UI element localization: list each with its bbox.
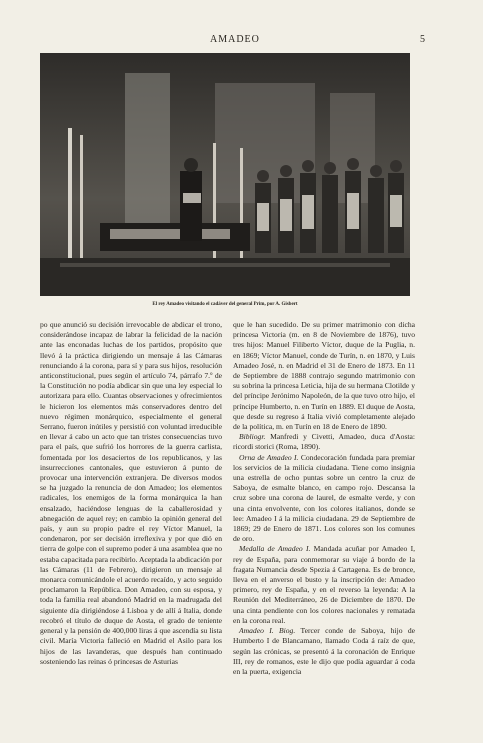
entry-title: Orna de Amadeo I. — [239, 452, 299, 462]
entry-text: Manfredi y Civetti, Amadeo, duca d'Aosta: ricordi storici (Roma, 1890). — [233, 432, 415, 452]
entry-bibliography — [233, 432, 415, 452]
entry-title: Bibliogr. — [239, 432, 266, 442]
entry-order — [233, 453, 415, 545]
entry-title: Amadeo I. Biog. — [239, 626, 296, 636]
entry-text: Mandada acuñar por Amadeo I, rey de España, para conmemorar su viaje á bordo de la fragata Numancia desde Spezia á Cartagena. Es de bronce, lleva en el anverso el busto y la inscripción de: Amadeo primero, rey de España, y en el reverso la leyenda: A la Reunión del Mediterráneo, 26 de Diciembre de 1870. De una cinta pendiente con los colores nacionales y rematada en la corona real. — [233, 544, 415, 625]
figure-caption: El rey Amadeo visitando el cadáver del general Prim, por A. Gisbert — [152, 302, 298, 307]
running-head: AMADEO — [210, 34, 260, 45]
entry-medal — [233, 544, 415, 626]
engraving-illustration — [40, 53, 410, 296]
entry-title: Medalla de Amadeo I. — [239, 544, 311, 554]
entry-text: Condecoración fundada para premiar los servicios de la milicia ciudadana. Tiene como insignia una estrella de ocho puntas sobre un centro la cruz de Saboya, de esmalte blanco, en campo rojo. Descansa la cruz sobre una corona de laurel, de esmalte verde, y con una cinta envolvente, con los colores italianos, donde se lee: Amadeo I á la milicia ciudadana. 29 de Septiembre de 1869; 29 de Enero de 1871. Los colores son los comunes de oro. — [233, 452, 415, 544]
left-column — [40, 320, 222, 720]
right-column — [233, 320, 415, 720]
left-column-text: po que anunció su decisión irrevocable de abdicar el trono, considerándose incapaz de labrar la felicidad de la nación ante las enconadas luchas de los partidos, propósito que llevó á la práctica dirigiendo un mensaje á las Cámaras renunciando á la corona, para sí y para sus hijos, resolución anticonstitucional, pues según el artículo 74, párrafo 7.º de la Constitución no podía abdicar sin que una ley especial lo autorizara para ello. Cuantas observaciones y ofrecimientos le hicieron los elementos más conservadores dentro del nuevo régimen monárquico, especialmente el general Serrano, fueron inútiles y persistió con voluntad irreducible en llevar á cabo un acto que tan tristes consecuencias tuvo para el país, que sufrió los horrores de la guerra carlista, fomentada por los desaciertos de los republicanos, y las insurrecciones cantonales, que estuvieron á punto de provocar una intervención extranjera. De diversos modos se ha juzgado la renuncia de don Amadeo; los elementos radicales, los enemigos de la forma monárquica la han ensalzado, haciéndose lenguas de la caballerosidad y abnegación de aquel rey; en cambio la opinión general del país, y aun su propio padre el rey Víctor Manuel, la condenaron, por ser decisión irreflexiva y por que dió en tierra de golpe con el supremo poder á una asamblea que no estaba capacitada para recibirlo. Aceptada la abdicación por las Cámaras (11 de Febrero), dirigieron un mensaje al monarca comunicándole el acuerdo recaído, y acto seguido proclamaron la República. Don Amadeo, con su esposa, y toda la familia real abandonó Madrid en la madrugada del siguiente día dirigiéndose á Lisboa y de allí á Italia, donde recobró el título de duque de Aosta, el grado de teniente general y la pensión de 400,000 liras á que ascendía su lista civil. María Victoria falleció en Madrid el Asilo para los hijos de las lavanderas, que después han continuado sosteniendo las reinas ó princesas de Asturias — [40, 320, 222, 666]
text-columns — [40, 320, 415, 720]
entry-biography — [233, 626, 415, 677]
page-number: 5 — [420, 34, 425, 45]
entry-text: Tercer conde de Saboya, hijo de Humberto I de Blancamano, llamado Coda á raíz de que, según las crónicas, se presentó á la coronación de Enrique III, rey de romanos, este le dijo que podía aguardar á coda en la puerta, exigencia — [233, 626, 415, 676]
right-column-text: que le han sucedido. De su primer matrimonio con dicha princesa Victoria (m. en 8 de Noviembre de 1876), tuvo tres hijos: Manuel Filiberto Víctor, duque de la Puglia, n. en 1869; Víctor Manuel, conde de Turín, n. en 1870, y Luis Amadeo José, n. en Madrid el 31 de Enero de 1873. En 11 de Septiembre de 1888 contrajo segundo matrimonio con su sobrina la princesa Leticia, hija de su hermana Clotilde y del príncipe Jerónimo Napoleón, de la que tuvo otro hijo, el príncipe Humberto, n. en Turín en 1889. El duque de Aosta, que desde su regreso á Italia vivió completamente alejado de la política, m. en Turín en 18 de Enero de 1890. — [233, 320, 415, 432]
